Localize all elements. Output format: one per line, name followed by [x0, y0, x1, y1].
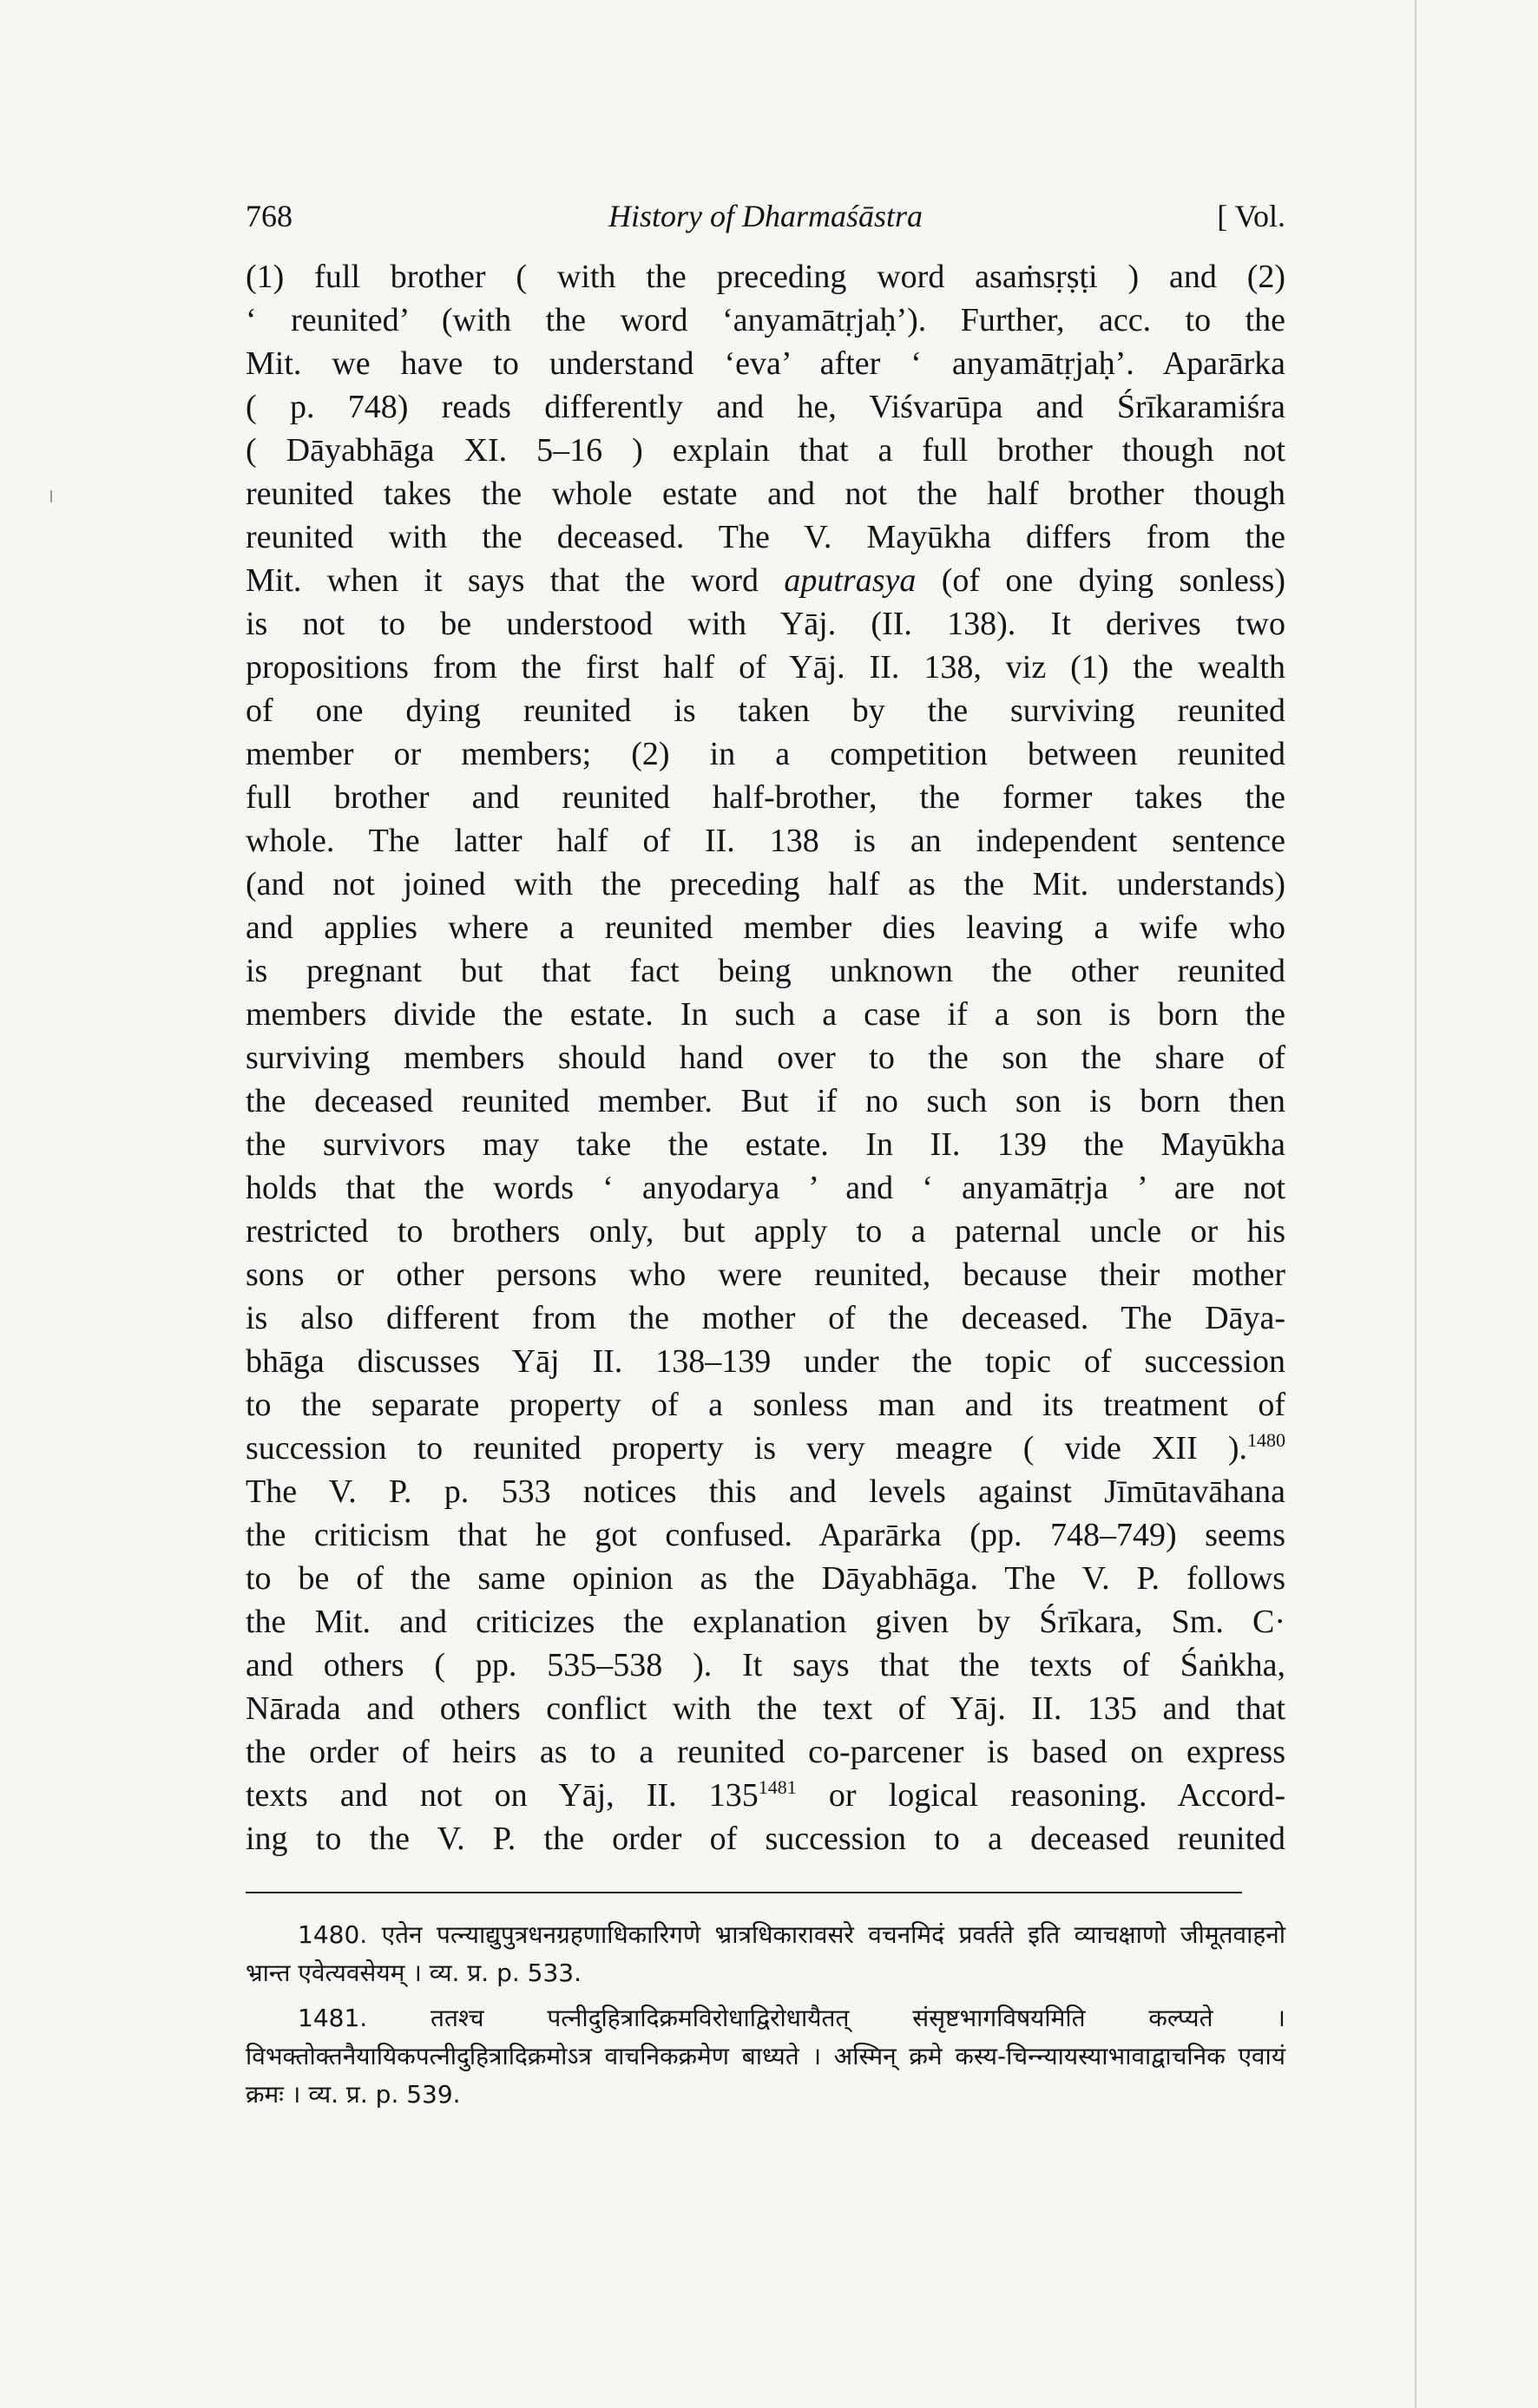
text-line: is pregnant but that fact being unknown the other reunited — [246, 953, 1285, 989]
text-line: whole. The latter half of II. 138 is an independent sentence — [246, 823, 1285, 859]
text-line: ‘ reunited’ (with the word ‘anyamātṛjaḥ’). Further, acc. to the — [246, 302, 1285, 338]
text-line: (and not joined with the preceding half as the Mit. understands) — [246, 866, 1285, 902]
page — [246, 193, 1285, 2121]
text-line — [246, 1774, 1285, 1817]
text-line: holds that the words ‘ anyodarya ’ and ‘ anyamātṛja ’ are not — [246, 1170, 1285, 1206]
text-line: ( p. 748) reads differently and he, Viśvarūpa and Śrīkaramiśra — [246, 389, 1285, 425]
text-line: reunited with the deceased. The V. Mayūkha differs from the — [246, 519, 1285, 555]
text-line: and others ( pp. 535–538 ). It says that the texts of Śaṅkha, — [246, 1647, 1285, 1683]
running-title: History of Dharmaśāstra — [608, 199, 923, 233]
text-line: sons or other persons who were reunited, because their mother — [246, 1256, 1285, 1293]
text-line: the deceased reunited member. But if no such son is born then — [246, 1083, 1285, 1119]
text-line: bhāga discusses Yāj II. 138–139 under the topic of succession — [246, 1343, 1285, 1380]
text-line: propositions from the first half of Yāj. II. 138, viz (1) the wealth — [246, 649, 1285, 686]
body-text — [246, 255, 1285, 1860]
footnote-number: 1481. — [298, 2004, 368, 2032]
text-line — [246, 1427, 1285, 1470]
text-segment: Mit. when it says that the word — [246, 562, 785, 599]
text-line: the survivors may take the estate. In II. 139 the Mayūkha — [246, 1126, 1285, 1163]
scan-edge-line — [1415, 0, 1416, 2408]
italic-term: aputrasya — [784, 562, 917, 599]
scan-mark — [50, 490, 52, 502]
text-segment: or logical reasoning. Accord- — [796, 1777, 1285, 1814]
text-line: Mit. we have to understand ‘eva’ after ‘ anyamātṛjaḥ’. Aparārka — [246, 345, 1285, 382]
volume-label: [ Vol. — [1217, 199, 1285, 233]
text-segment: succession to reunited property is very meagre ( vide XII ). — [246, 1430, 1247, 1466]
text-line: full brother and reunited half-brother, the former takes the — [246, 779, 1285, 816]
text-line: the criticism that he got confused. Aparārka (pp. 748–749) seems — [246, 1517, 1285, 1553]
text-line: ( Dāyabhāga XI. 5–16 ) explain that a full brother though not — [246, 432, 1285, 469]
text-line — [246, 559, 1285, 602]
text-line: reunited takes the whole estate and not the half brother though — [246, 476, 1285, 512]
footnote-ref-1481[interactable]: 1481 — [758, 1776, 797, 1798]
footnote-1481 — [246, 1999, 1285, 2114]
text-line: The V. P. p. 533 notices this and levels against Jīmūtavāhana — [246, 1473, 1285, 1510]
text-line: to be of the same opinion as the Dāyabhāga. The V. P. follows — [246, 1560, 1285, 1597]
text-line: is also different from the mother of the deceased. The Dāya- — [246, 1300, 1285, 1336]
text-line: the Mit. and criticizes the explanation given by Śrīkara, Sm. C· — [246, 1604, 1285, 1640]
page-number: 768 — [246, 199, 292, 233]
footnote-text: एतेन पत्न्याद्युपुत्रधनग्रहणाधिकारिगणे भ्रात्रधिकारावसरे वचनमिदं प्रवर्तते इति व्याचक्षाणो जीमूतवाहनो भ्रान्त एवेत्यवसेयम् । व्य. प्र. p. 533. — [246, 1920, 1286, 1987]
text-line: surviving members should hand over to the son the share of — [246, 1040, 1285, 1076]
footnotes — [246, 1916, 1285, 2114]
text-line: the order of heirs as to a reunited co-parcener is based on express — [246, 1734, 1285, 1770]
text-line: Nārada and others conflict with the text of Yāj. II. 135 and that — [246, 1690, 1285, 1727]
running-header — [246, 193, 1285, 239]
text-line: is not to be understood with Yāj. (II. 138). It derives two — [246, 606, 1285, 642]
text-segment: texts and not on Yāj, II. 135 — [246, 1777, 759, 1814]
text-line: to the separate property of a sonless man and its treatment of — [246, 1387, 1285, 1423]
footnote-divider — [246, 1892, 1242, 1893]
text-line: members divide the estate. In such a case if a son is born the — [246, 996, 1285, 1033]
text-line: ing to the V. P. the order of succession to a deceased reunited — [246, 1821, 1285, 1857]
text-segment: (of one dying sonless) — [916, 562, 1285, 599]
text-line: and applies where a reunited member dies leaving a wife who — [246, 909, 1285, 946]
footnote-number: 1480. — [298, 1920, 368, 1949]
footnote-ref-1480[interactable]: 1480 — [1247, 1429, 1285, 1451]
text-line: (1) full brother ( with the preceding word asaṁsṛṣṭi ) and (2) — [246, 259, 1285, 295]
footnote-1480 — [246, 1916, 1285, 1992]
footnote-text: ततश्च पत्नीदुहित्रादिक्रमविरोधाद्विरोधायैतत् संसृष्टभागविषयमिति कल्प्यते । विभक्तोक्तनैयायिकपत्नीदुहित्रादिक्रमोऽत्र वाचनिकक्रमेण बाध्यते । अस्मिन् क्रमे कस्य-चिन्न्यायस्याभावाद्वाचनिक एवायं क्रमः । व्य. प्र. p. 539. — [246, 2004, 1285, 2109]
text-line: member or members; (2) in a competition between reunited — [246, 736, 1285, 772]
text-line: of one dying reunited is taken by the surviving reunited — [246, 692, 1285, 729]
text-line: restricted to brothers only, but apply to a paternal uncle or his — [246, 1213, 1285, 1250]
